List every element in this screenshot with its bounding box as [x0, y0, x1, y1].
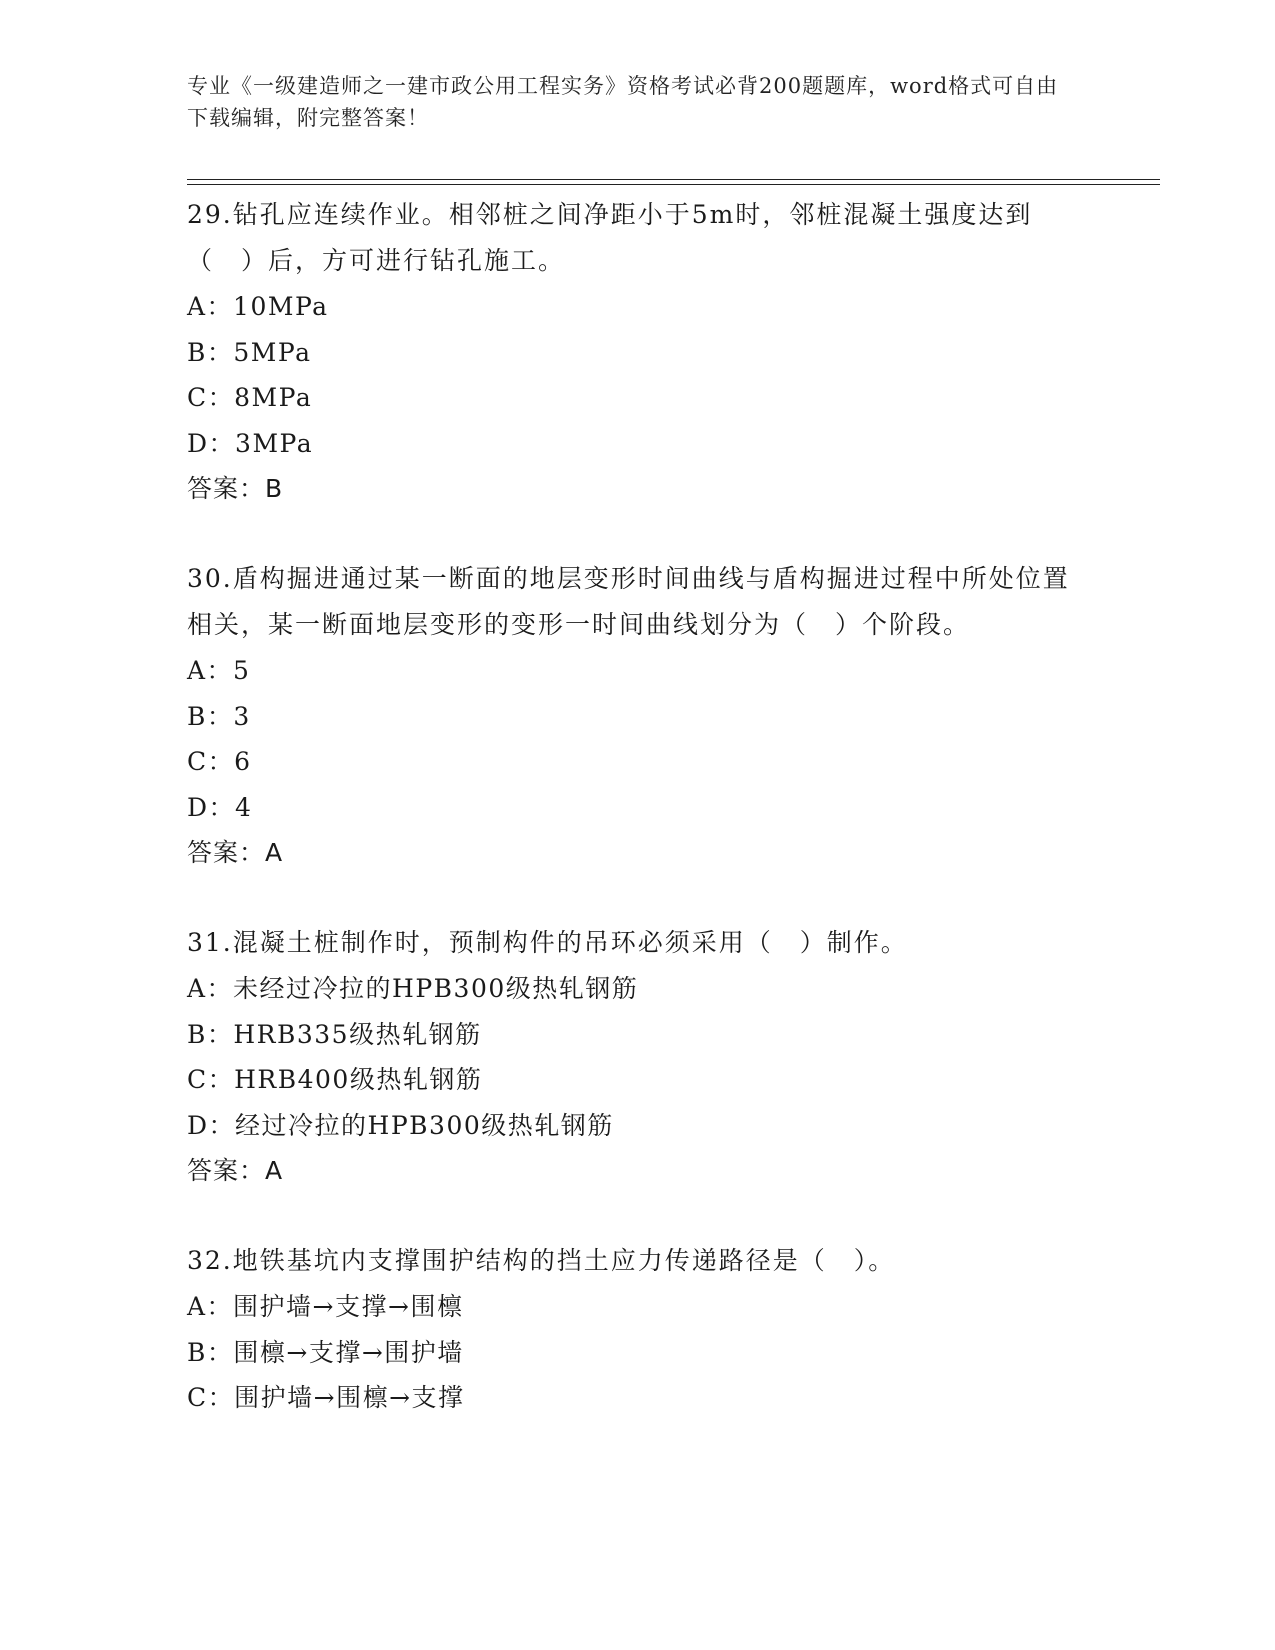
question-stem: 30.盾构掘进通过某一断面的地层变形时间曲线与盾构掘进过程中所处位置相关，某一断面地层变形的变形一时间曲线划分为（ ）个阶段。 — [187, 564, 1070, 639]
option-d: D：3MPa — [187, 428, 314, 458]
page-header: 专业《一级建造师之一建市政公用工程实务》资格考试必背200题题库，word格式可自由下载编辑，附完整答案！ — [187, 74, 1059, 130]
question-30 — [187, 556, 1087, 876]
header-divider — [187, 184, 1160, 185]
option-a: A：未经过冷拉的HPB300级热轧钢筋 — [187, 974, 639, 1003]
option-a: A：5 — [187, 656, 251, 685]
option-b: B：5MPa — [187, 337, 312, 367]
option-b: B：HRB335级热轧钢筋 — [187, 1019, 482, 1049]
option-c: C：8MPa — [187, 383, 313, 412]
question-stem: 32.地铁基坑内支撑围护结构的挡土应力传递路径是（ ）。 — [187, 1246, 896, 1275]
answer: 答案：B — [187, 474, 284, 503]
option-b: B：围檩→支撑→围护墙 — [187, 1337, 464, 1367]
question-stem: 29.钻孔应连续作业。相邻桩之间净距小于5m时，邻桩混凝土强度达到（ ）后，方可进行钻孔施工。 — [187, 200, 1033, 275]
question-list — [187, 192, 1087, 1465]
answer: 答案：A — [187, 838, 284, 867]
header-divider — [187, 179, 1160, 180]
question-31 — [187, 920, 1087, 1194]
option-a: A：围护墙→支撑→围檩 — [187, 1292, 464, 1321]
option-d: D：经过冷拉的HPB300级热轧钢筋 — [187, 1110, 614, 1140]
option-b: B：3 — [187, 701, 251, 731]
question-29 — [187, 192, 1087, 512]
option-c: C：HRB400级热轧钢筋 — [187, 1065, 483, 1094]
question-stem: 31.混凝土桩制作时，预制构件的吊环必须采用（ ）制作。 — [187, 928, 908, 957]
option-a: A：10MPa — [187, 292, 329, 321]
option-c: C：6 — [187, 747, 252, 776]
answer: 答案：A — [187, 1156, 284, 1185]
question-32 — [187, 1238, 1087, 1421]
option-c: C：围护墙→围檩→支撑 — [187, 1383, 465, 1412]
option-d: D：4 — [187, 792, 253, 822]
